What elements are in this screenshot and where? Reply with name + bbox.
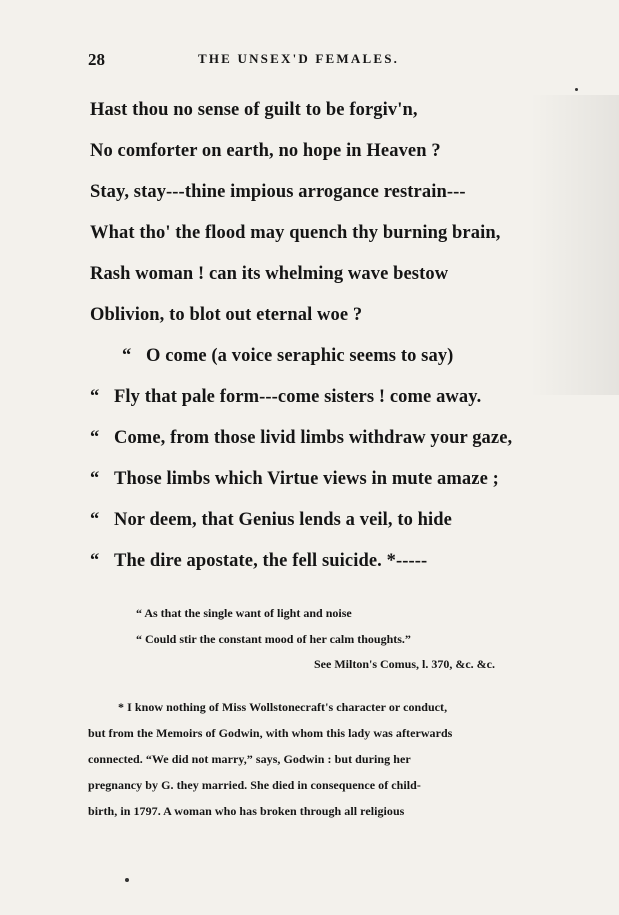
footnote-text-line: but from the Memoirs of Godwin, with whom this lady was afterwards xyxy=(88,726,453,740)
footnote-quote-line: “ As that the single want of light and noise xyxy=(136,606,352,620)
verse-line: “ O come (a voice seraphic seems to say) xyxy=(122,346,454,366)
opening-quote: “ xyxy=(90,387,100,407)
footnote-quote-line: “ Could stir the constant mood of her calm thoughts.” xyxy=(136,632,411,646)
page-header xyxy=(88,50,548,70)
verse-line: No comforter on earth, no hope in Heaven ? xyxy=(90,141,441,161)
verse-line: “ Come, from those livid limbs withdraw your gaze, xyxy=(90,428,513,448)
footnote-text-line: birth, in 1797. A woman who has broken through all religious xyxy=(88,804,405,818)
verse-line: What tho' the flood may quench thy burning brain, xyxy=(90,223,501,243)
opening-quote: “ xyxy=(90,428,100,448)
bleed-through-shadow xyxy=(530,95,619,395)
verse-line: Stay, stay---thine impious arrogance restrain--- xyxy=(90,182,466,202)
footnote-text-line: pregnancy by G. they married. She died in consequence of child- xyxy=(88,778,421,792)
paper-speck xyxy=(125,878,129,882)
verse-line: Rash woman ! can its whelming wave bestow xyxy=(90,264,449,284)
opening-quote: “ xyxy=(122,346,132,366)
verse-line: Oblivion, to blot out eternal woe ? xyxy=(90,305,363,325)
footnote-text-line: connected. “We did not marry,” says, Godwin : but during her xyxy=(88,752,411,766)
verse-line: Hast thou no sense of guilt to be forgiv'n, xyxy=(90,100,418,120)
footnote-citation: See Milton's Comus, l. 370, &c. &c. xyxy=(314,657,495,671)
paper-speck xyxy=(575,88,578,91)
running-title: THE UNSEX'D FEMALES. xyxy=(198,51,400,66)
opening-quote: “ xyxy=(90,469,100,489)
opening-quote: “ xyxy=(90,510,100,530)
verse-line: “ Nor deem, that Genius lends a veil, to hide xyxy=(90,510,452,530)
page-number: 28 xyxy=(88,50,105,69)
verse-line: “ The dire apostate, the fell suicide. *----- xyxy=(90,551,428,571)
verse-line: “ Those limbs which Virtue views in mute amaze ; xyxy=(90,469,499,489)
opening-quote: “ xyxy=(90,551,100,571)
verse-line: “ Fly that pale form---come sisters ! come away. xyxy=(90,387,482,407)
footnote-text-line: * I know nothing of Miss Wollstonecraft's character or conduct, xyxy=(118,700,448,714)
